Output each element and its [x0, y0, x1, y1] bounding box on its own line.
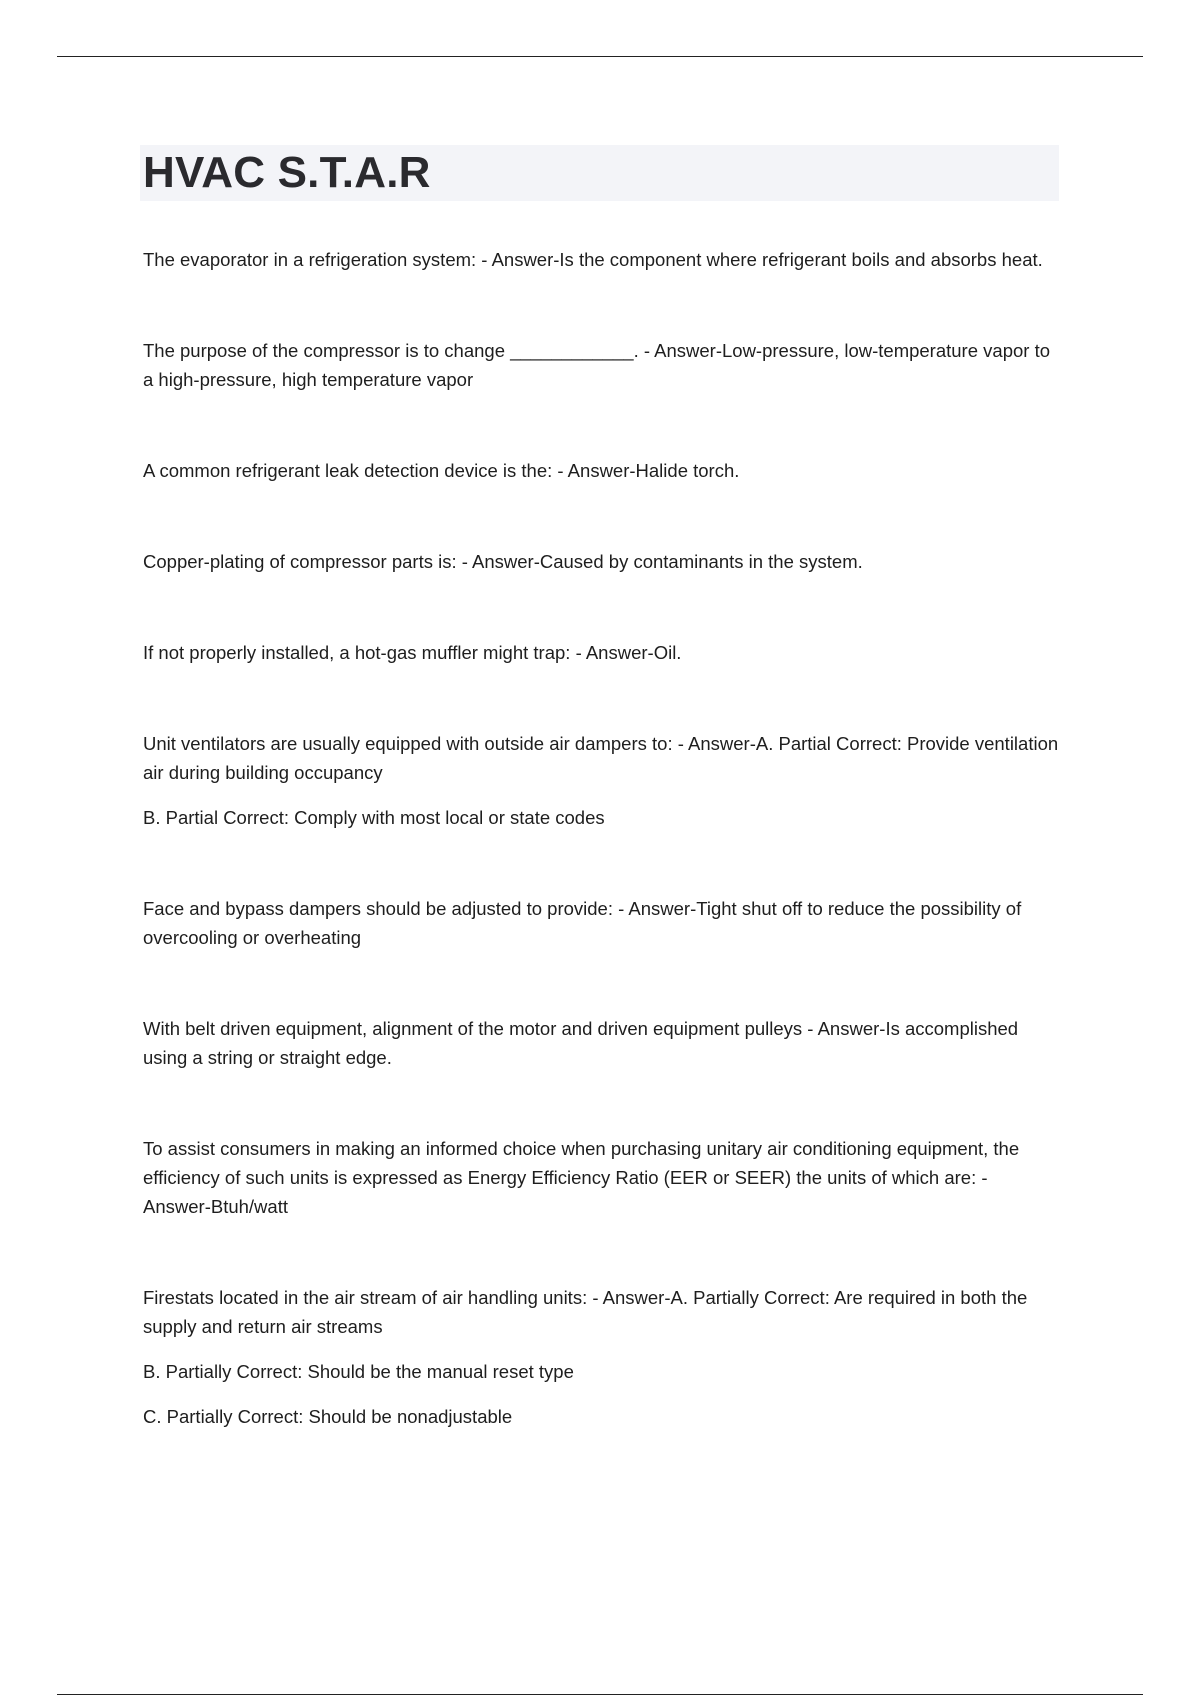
qa-text: To assist consumers in making an informed choice when purchasing unitary air conditioning equipment, the efficiency of such units is expressed as Energy Efficiency Ratio (EER or SEER) the units of which are: - Answer-Btuh/watt — [143, 1138, 1020, 1217]
qa-text: The evaporator in a refrigeration system: - Answer-Is the component where refrigerant boils and absorbs heat. — [143, 249, 1043, 270]
title-banner — [140, 145, 1059, 201]
qa-item — [143, 547, 1059, 576]
qa-text: The purpose of the compressor is to change ____________. - Answer-Low-pressure, low-temperature vapor to a high-pressure, high temperature vapor — [143, 340, 1050, 390]
bottom-rule — [57, 1694, 1143, 1695]
qa-text: Unit ventilators are usually equipped with outside air dampers to: - Answer-A. Partial Correct: Provide ventilation air during building occupancy — [143, 733, 1059, 783]
qa-item — [143, 1014, 1059, 1072]
page-title: HVAC S.T.A.R — [143, 148, 431, 197]
qa-text: With belt driven equipment, alignment of the motor and driven equipment pulleys - Answer-Is accomplished using a string or straight edge. — [143, 1018, 1019, 1068]
qa-item — [143, 729, 1059, 832]
qa-text: A common refrigerant leak detection device is the: - Answer-Halide torch. — [143, 460, 740, 481]
qa-extra: B. Partially Correct: Should be the manual reset type — [143, 1361, 574, 1382]
qa-item — [143, 336, 1059, 394]
top-rule — [57, 56, 1143, 57]
qa-text: If not properly installed, a hot-gas muffler might trap: - Answer-Oil. — [143, 642, 682, 663]
qa-item — [143, 456, 1059, 485]
qa-item — [143, 245, 1059, 274]
qa-item — [143, 894, 1059, 952]
qa-item — [143, 1134, 1059, 1221]
qa-item — [143, 1283, 1059, 1431]
qa-text: Copper-plating of compressor parts is: - Answer-Caused by contaminants in the system. — [143, 551, 863, 572]
document-body — [143, 145, 1059, 1431]
qa-text: Firestats located in the air stream of air handling units: - Answer-A. Partially Correct: Are required in both the supply and return air streams — [143, 1287, 1028, 1337]
qa-extra: C. Partially Correct: Should be nonadjustable — [143, 1406, 513, 1427]
qa-extra: B. Partial Correct: Comply with most local or state codes — [143, 807, 605, 828]
qa-item — [143, 638, 1059, 667]
qa-list — [143, 245, 1059, 1431]
qa-text: Face and bypass dampers should be adjusted to provide: - Answer-Tight shut off to reduce the possibility of overcooling or overheating — [143, 898, 1022, 948]
